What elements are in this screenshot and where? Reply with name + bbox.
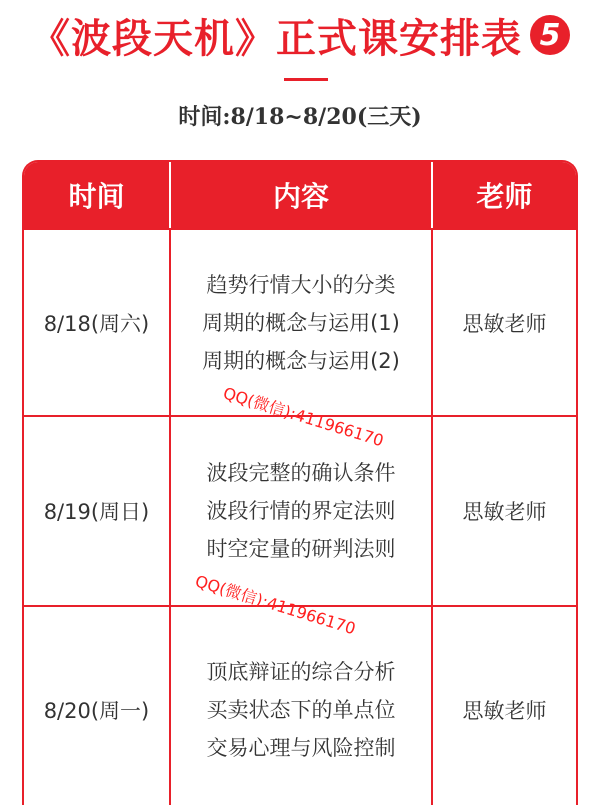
content-cell [171, 230, 433, 415]
date-cell: 8/20(周一) [24, 607, 171, 805]
content-line: 交易心理与风险控制 [206, 736, 396, 760]
number-badge: 5 [530, 15, 570, 55]
header-teacher: 老师 [476, 180, 533, 213]
table-row [24, 605, 576, 805]
content-line: 周期的概念与运用(1) [202, 310, 400, 335]
title-divider [284, 78, 328, 81]
header-content: 内容 [171, 162, 433, 228]
content-line: 波段完整的确认条件 [206, 461, 396, 485]
contact-watermark: QQ(微信):411966170 [192, 571, 358, 639]
table-row [24, 415, 576, 605]
content-line: 波段行情的界定法则 [206, 499, 396, 523]
content-line: 周期的概念与运用(2) [202, 348, 400, 373]
title-row [0, 4, 600, 66]
content-cell [171, 607, 433, 805]
header-time: 时间 [24, 162, 171, 228]
content-line: 时空定量的研判法则 [206, 537, 396, 561]
schedule-table [22, 160, 578, 805]
teacher-cell: 思敏老师 [462, 311, 547, 336]
teacher-cell: 思敏老师 [462, 699, 547, 723]
table-row [24, 228, 576, 415]
content-line: 趋势行情大小的分类 [206, 272, 396, 297]
content-line: 顶底辩证的综合分析 [206, 660, 396, 684]
page-title: 《波段天机》正式课安排表 [30, 14, 522, 62]
date-cell: 8/19(周日) [24, 417, 171, 605]
table-header [24, 162, 576, 228]
date-cell: 8/18(周六) [24, 230, 171, 415]
content-line: 买卖状态下的单点位 [206, 698, 396, 722]
teacher-cell: 思敏老师 [462, 500, 547, 524]
contact-watermark: QQ(微信):411966170 [220, 383, 386, 451]
date-range: 时间:8/18~8/20(三天) [178, 104, 422, 130]
